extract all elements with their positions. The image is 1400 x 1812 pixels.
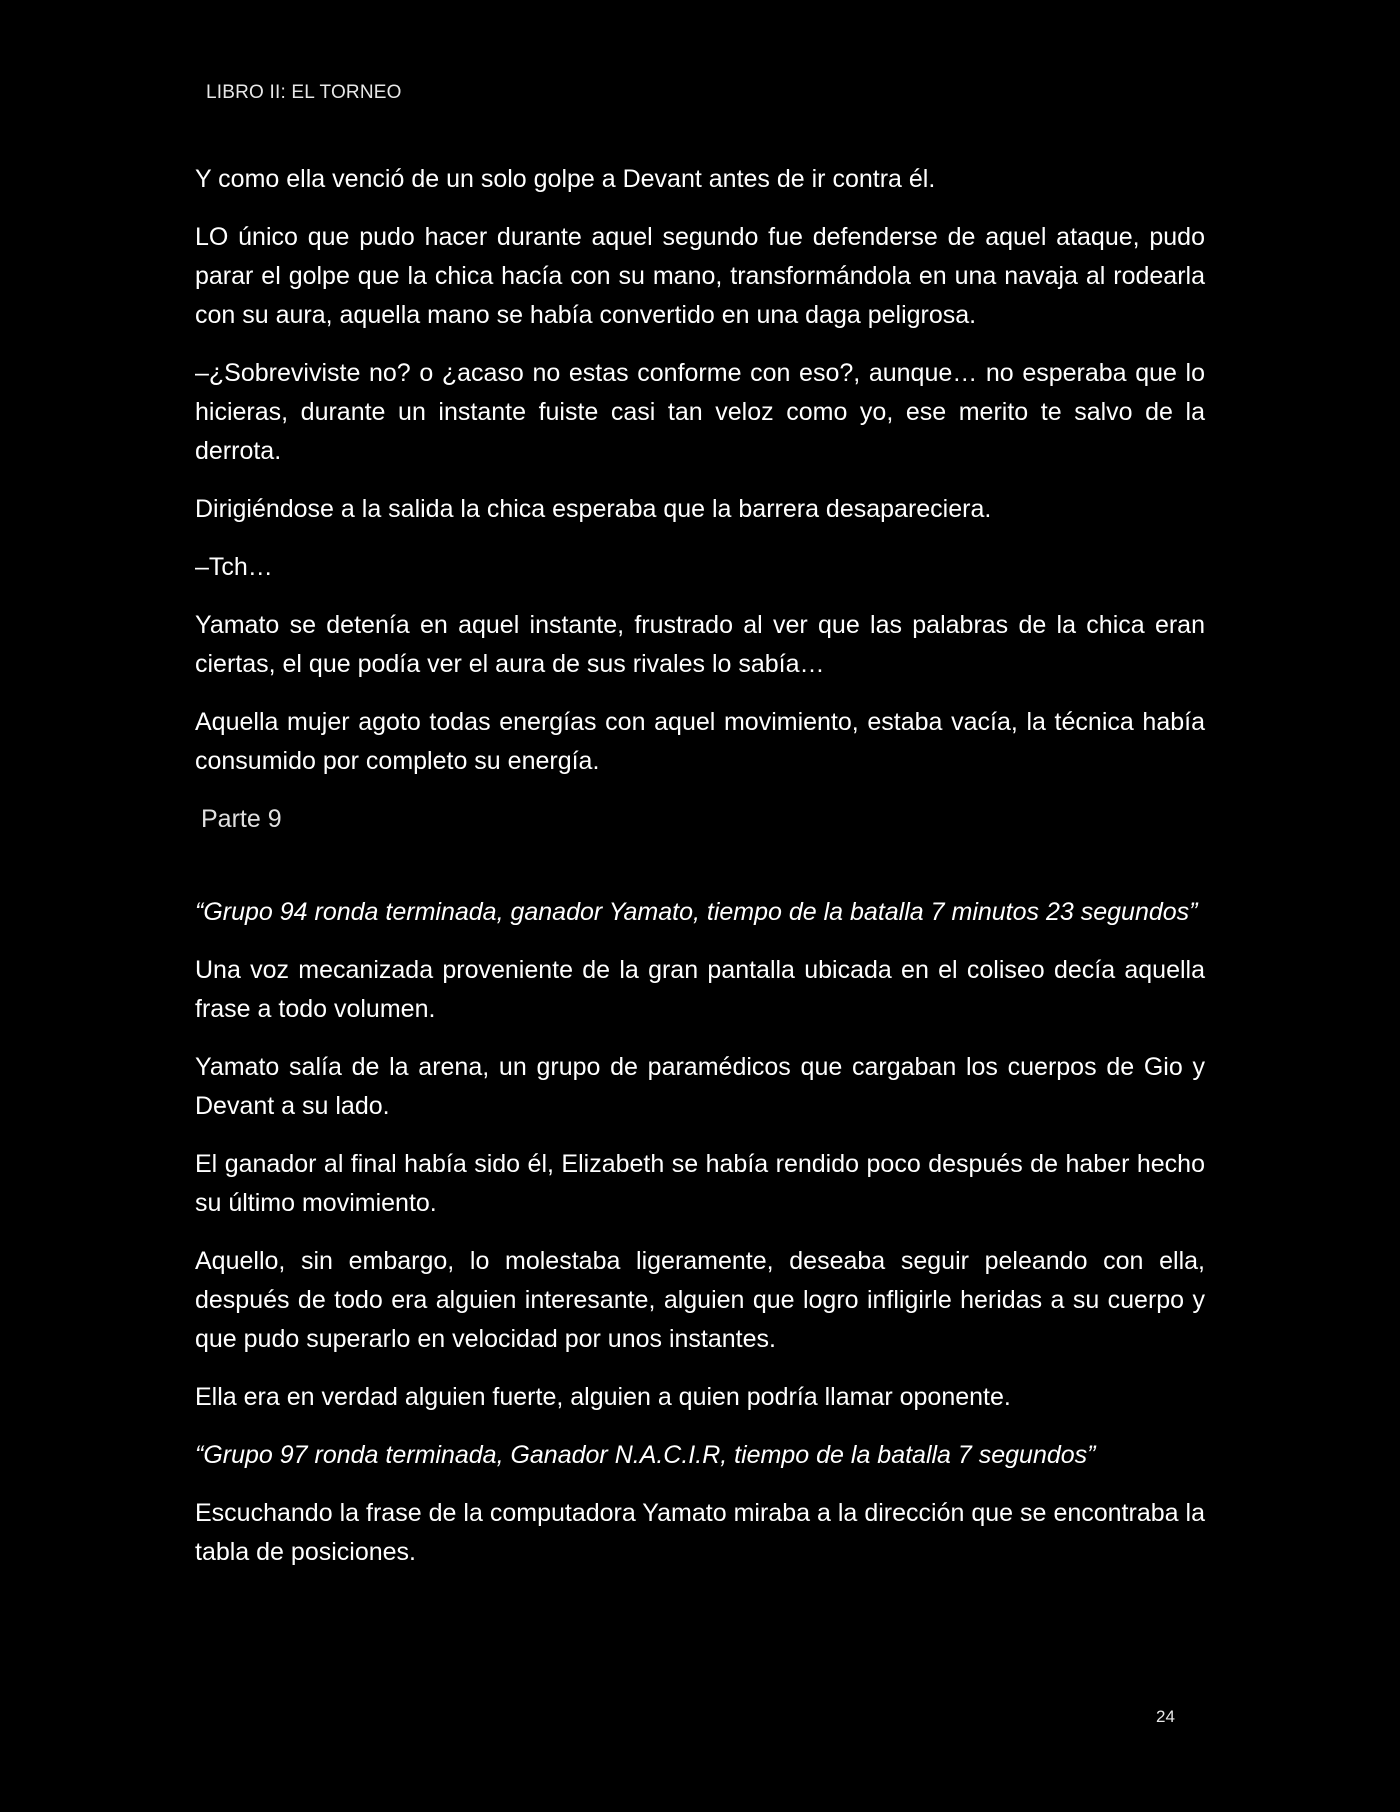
- section-heading: Parte 9: [201, 805, 282, 833]
- paragraph: Yamato se detenía en aquel instante, frustrado al ver que las palabras de la chica eran ciertas, el que podía ver el aura de sus rivales lo sabía…: [195, 611, 1205, 678]
- paragraph: Aquello, sin embargo, lo molestaba ligeramente, deseaba seguir peleando con ella, después de todo era alguien interesante, alguien que logro infligirle heridas a su cuerpo y que pudo superarlo en velocidad por unos instantes.: [195, 1247, 1205, 1353]
- running-header: LIBRO II: EL TORNEO: [206, 82, 402, 103]
- announcement-paragraph: “Grupo 97 ronda terminada, Ganador N.A.C.I.R, tiempo de la batalla 7 segundos”: [195, 1441, 1096, 1469]
- page-number: 24: [1156, 1707, 1175, 1726]
- paragraph: Yamato salía de la arena, un grupo de paramédicos que cargaban los cuerpos de Gio y Devant a su lado.: [195, 1053, 1205, 1120]
- announcement-paragraph: “Grupo 94 ronda terminada, ganador Yamato, tiempo de la batalla 7 minutos 23 segundos”: [195, 898, 1198, 926]
- paragraph: Una voz mecanizada proveniente de la gran pantalla ubicada en el coliseo decía aquella frase a todo volumen.: [195, 956, 1205, 1023]
- paragraph: LO único que pudo hacer durante aquel segundo fue defenderse de aquel ataque, pudo parar el golpe que la chica hacía con su mano, transformándola en una navaja al rodearla con su aura, aquella mano se había convertido en una daga peligrosa.: [195, 223, 1205, 329]
- paragraph: Y como ella venció de un solo golpe a Devant antes de ir contra él.: [195, 165, 936, 193]
- paragraph: –¿Sobreviviste no? o ¿acaso no estas conforme con eso?, aunque… no esperaba que lo hicieras, durante un instante fuiste casi tan veloz como yo, ese merito te salvo de la derrota.: [195, 359, 1205, 465]
- page-body: [195, 160, 1205, 1591]
- paragraph: –Tch…: [195, 553, 273, 581]
- paragraph: Dirigiéndose a la salida la chica esperaba que la barrera desapareciera.: [195, 495, 992, 523]
- paragraph: Ella era en verdad alguien fuerte, alguien a quien podría llamar oponente.: [195, 1383, 1011, 1411]
- paragraph: Aquella mujer agoto todas energías con aquel movimiento, estaba vacía, la técnica había consumido por completo su energía.: [195, 708, 1205, 775]
- paragraph: Escuchando la frase de la computadora Yamato miraba a la dirección que se encontraba la tabla de posiciones.: [195, 1499, 1205, 1566]
- paragraph: El ganador al final había sido él, Elizabeth se había rendido poco después de haber hecho su último movimiento.: [195, 1150, 1205, 1217]
